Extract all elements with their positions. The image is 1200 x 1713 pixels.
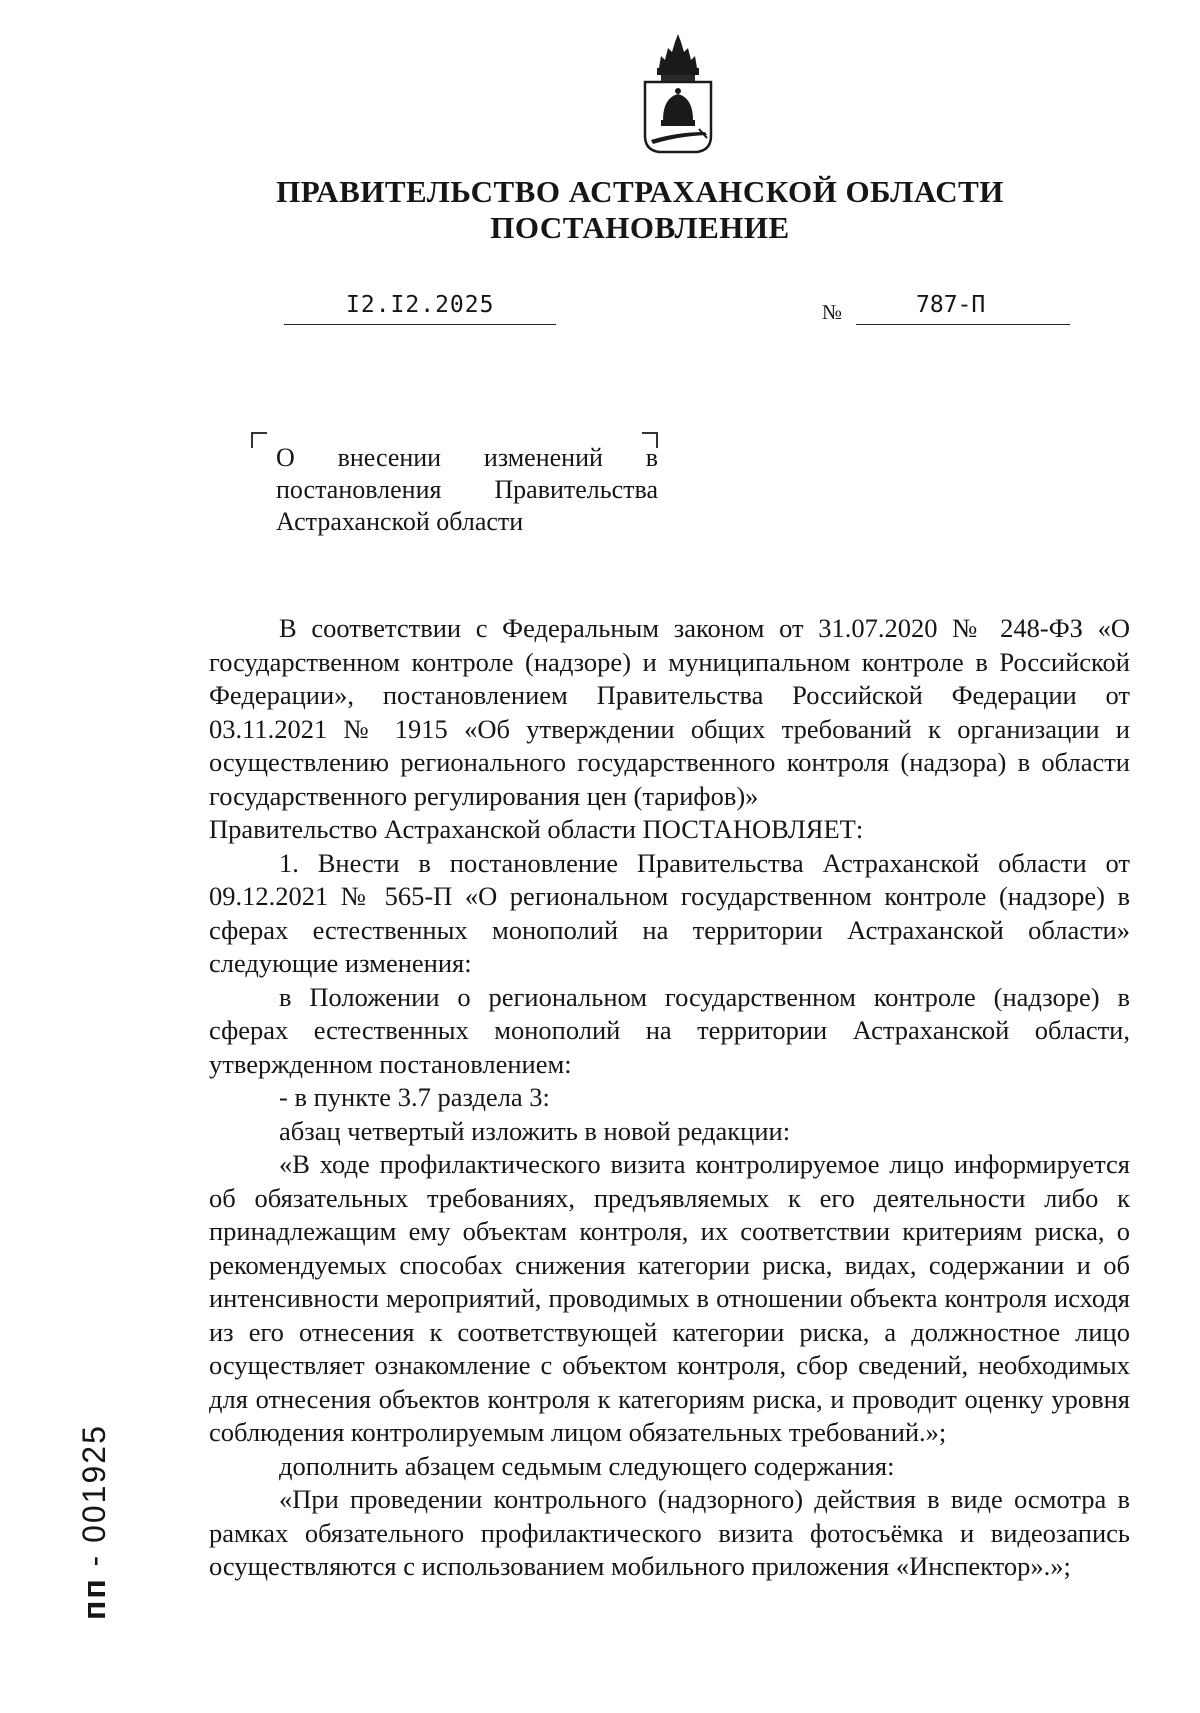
subject-bracket-left — [251, 432, 267, 448]
stamp-prefix: пп — [76, 1577, 112, 1620]
preamble-paragraph: В соответствии с Федеральным законом от 31.07.2020 № 248-ФЗ «О государственном контроле (надзоре) и муниципальном контроле в Российской Федерации», постановлением Правительства Российской Федерации от 03.11.2021 № 1915 «Об утверждении общих требований к организации и осуществлению регионального государственного контроля (надзора) в области государственного регулирования цен (тарифов)» — [209, 613, 1130, 811]
document-date: I2.I2.2025 — [346, 292, 495, 318]
abzac-4-text-paragraph: «В ходе профилактического визита контролируемое лицо информируется об обязательных требованиях, предъявляемых к его деятельности либо к принадлежащим ему объектам контроля, их соответствии критериям риска, о рекомендуемых способах снижения категории риска, видах, содержании и об интенсивности мероприятий, проводимых в отношении объекта контроля исходя из его отнесения к соответствующей категории риска, а должностное лицо осуществляет ознакомление с объектом контроля, сбор сведений, необходимых для отнесения объектов контроля к категориям риска, и проводит оценку уровня соблюдения контролируемым лицом обязательных требований.»; — [209, 1149, 1130, 1447]
document-type-title: ПОСТАНОВЛЕНИЕ — [490, 210, 790, 245]
registration-stamp — [76, 1424, 113, 1620]
item-1-intro-paragraph: в Положении о региональном государственном контроле (надзоре) в сферах естественных монополий на территории Астраханской области, утвержденном постановлением: — [209, 981, 1130, 1079]
abzac-4-intro-paragraph: абзац четвертый изложить в новой редакции: — [279, 1115, 791, 1146]
organization-title: ПРАВИТЕЛЬСТВО АСТРАХАНСКОЙ ОБЛАСТИ — [276, 174, 1004, 209]
number-sign: № — [822, 300, 843, 324]
coat-of-arms-emblem — [637, 32, 719, 160]
date-field — [284, 292, 556, 325]
stamp-number: - 001925 — [76, 1424, 112, 1578]
document-number: 787-П — [916, 292, 986, 318]
item-1-paragraph: 1. Внести в постановление Правительства Астраханской области от 09.12.2021 № 565-П «О региональном государственном контроле (надзоре) в сферах естественных монополий на территории Астраханской области» следующие изменения: — [209, 847, 1130, 978]
resolves-paragraph: Правительство Астраханской области ПОСТАНОВЛЯЕТ: — [209, 814, 864, 844]
document-subject: О внесении изменений в постановления Правительства Астраханской области — [276, 443, 658, 536]
number-field — [856, 292, 1070, 325]
document-body — [209, 612, 1130, 1584]
point-paragraph: - в пункте 3.7 раздела 3: — [279, 1082, 550, 1112]
abzac-7-intro-paragraph: дополнить абзацем седьмым следующего содержания: — [279, 1450, 895, 1481]
abzac-7-text-paragraph: «При проведении контрольного (надзорного) действия в виде осмотра в рамках обязательного профилактического визита фотосъёмка и видеозапись осуществляются с использованием мобильного приложения «Инспектор».»; — [209, 1484, 1130, 1581]
